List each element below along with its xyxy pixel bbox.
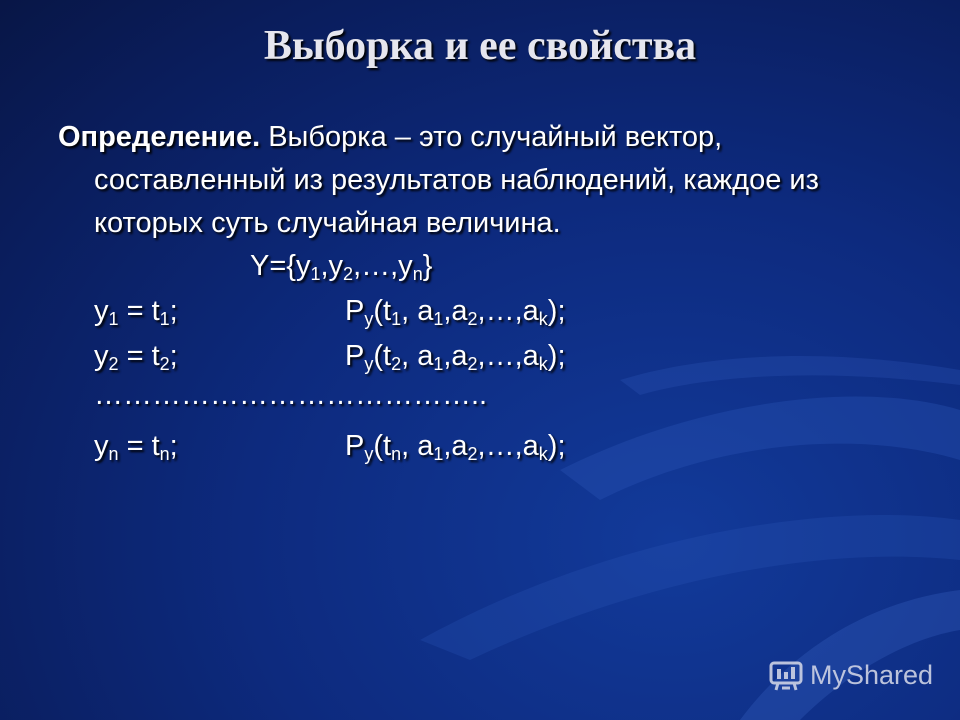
definition-paragraph — [58, 116, 918, 245]
watermark-text: MyShared — [810, 659, 934, 690]
ellipsis-dots: ………………………………….. — [94, 379, 488, 411]
myshared-watermark[interactable] — [768, 655, 933, 695]
vector-formula-line — [58, 245, 918, 290]
definition-text: Выборка – это случайный вектор, составленный из результатов наблюдений, каждое из которых суть случайная величина. — [94, 121, 819, 239]
myshared-logo-icon — [768, 657, 804, 693]
slide-title: Выборка и ее свойства — [263, 23, 697, 69]
vector-formula: $Y=\{y_1,y_2,\dots,y_n\}$ — [250, 250, 433, 284]
probability-formula: $P_y(t_2$, $a_1,a_2,\dots,a_k$); — [345, 340, 566, 374]
assignment-formula: $y_2 = t_2$; — [94, 340, 178, 374]
slide-content — [58, 116, 918, 470]
assignment-formula: $y_n = t_n$; — [94, 430, 178, 464]
assignment-formula: $y_1 = t_1$; — [94, 295, 178, 329]
ellipsis-row — [58, 380, 918, 425]
probability-formula: $P_y(t_n$, $a_1,a_2,\dots,a_k$); — [345, 430, 566, 464]
probability-formula: $P_y(t_1$, $a_1,a_2,\dots,a_k$); — [345, 295, 566, 329]
formula-row-n — [58, 425, 918, 470]
formula-row-1 — [58, 290, 918, 335]
definition-label: Определение. — [58, 121, 261, 153]
